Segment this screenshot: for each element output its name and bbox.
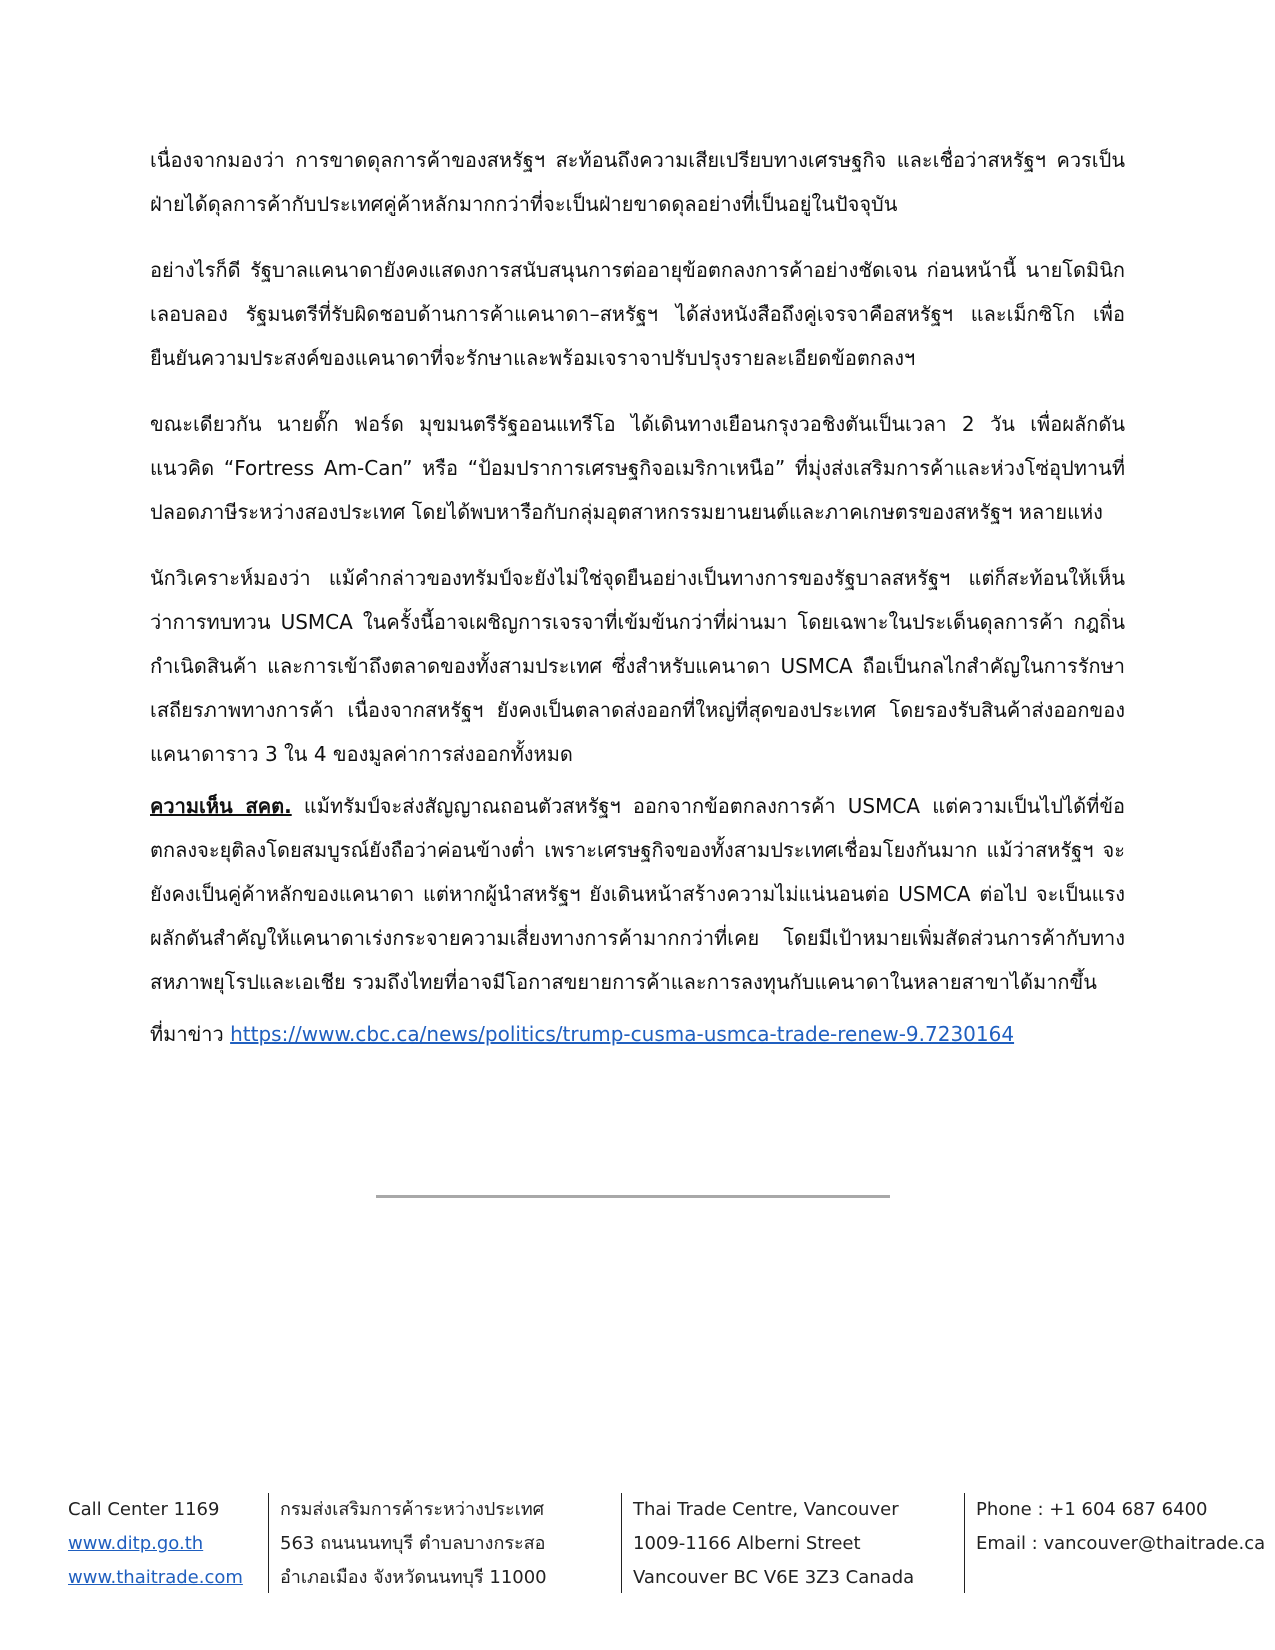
phone-text: Phone : +1 604 687 6400 <box>976 1499 1208 1520</box>
office-street: 1009-1166 Alberni Street <box>633 1533 861 1554</box>
ditp-website-link[interactable]: www.ditp.go.th <box>68 1533 204 1554</box>
call-center-text: Call Center 1169 <box>68 1499 220 1520</box>
source-label: ที่มาข่าว <box>150 1022 231 1046</box>
article-body <box>150 138 1125 1056</box>
section-divider <box>376 1195 890 1198</box>
ditp-address-line1: 563 ถนนนนทบุรี ตำบลบางกระสอ <box>280 1533 546 1554</box>
paragraph-canada-support: อย่างไรก็ดี รัฐบาลแคนาดายังคงแสดงการสนับสนุนการต่ออายุข้อตกลงการค้าอย่างชัดเจน ก่อนหน้านี้ นายโดมินิก เลอบลอง รัฐมนตรีที่รับผิดชอบด้านการค้าแคนาดา–สหรัฐฯ ได้ส่งหนังสือถึงคู่เจรจาคือสหรัฐฯ และเม็กซิโก เพื่อยืนยันความประสงค์ของแคนาดาที่จะรักษาและพร้อมเจราจาปรับปรุงรายละเอียดข้อตกลงฯ <box>150 258 1125 370</box>
paragraph-ford-visit: ขณะเดียวกัน นายดั๊ก ฟอร์ด มุขมนตรีรัฐออนแทรีโอ ได้เดินทางเยือนกรุงวอชิงตันเป็นเวลา 2 วัน เพื่อผลักดันแนวคิด “Fortress Am-Can” หรือ “ป้อมปราการเศรษฐกิจอเมริกาเหนือ” ที่มุ่งส่งเสริมการค้าและห่วงโซ่อุปทานที่ปลอดภาษีระหว่างสองประเทศ โดยได้พบหารือกับกลุ่มอุตสาหกรรมยานยนต์และภาคเกษตรของสหรัฐฯ หลายแห่ง <box>150 412 1125 524</box>
footer-contact-center <box>68 1493 268 1593</box>
email-text: Email : vancouver@thaitrade.ca <box>976 1533 1266 1554</box>
footer-phone-email <box>964 1493 1266 1593</box>
office-city: Vancouver BC V6E 3Z3 Canada <box>633 1567 915 1588</box>
office-name: Thai Trade Centre, Vancouver <box>633 1499 899 1520</box>
opinion-label: ความเห็น สคต. <box>150 794 292 818</box>
paragraph-trade-deficit: เนื่องจากมองว่า การขาดดุลการค้าของสหรัฐฯ สะท้อนถึงความเสียเปรียบทางเศรษฐกิจ และเชื่อว่าสหรัฐฯ ควรเป็นฝ่ายได้ดุลการค้ากับประเทศคู่ค้าหลักมากกว่าที่จะเป็นฝ่ายขาดดุลอย่างที่เป็นอยู่ในปัจจุบัน <box>150 148 1125 216</box>
footer-vancouver-address <box>621 1493 963 1593</box>
paragraph-analysts: นักวิเคราะห์มองว่า แม้คำกล่าวของทรัมป์จะยังไม่ใช่จุดยืนอย่างเป็นทางการของรัฐบาลสหรัฐฯ แต่ก็สะท้อนให้เห็นว่าการทบทวน USMCA ในครั้งนี้อาจเผชิญการเจรจาที่เข้มข้นกว่าที่ผ่านมา โดยเฉพาะในประเด็นดุลการค้า กฎถิ่นกำเนิดสินค้า และการเข้าถึงตลาดของทั้งสามประเทศ ซึ่งสำหรับแคนาดา USMCA ถือเป็นกลไกสำคัญในการรักษาเสถียรภาพทางการค้า เนื่องจากสหรัฐฯ ยังคงเป็นตลาดส่งออกที่ใหญ่ที่สุดของประเทศ โดยรองรับสินค้าส่งออกของแคนาดาราว 3 ใน 4 ของมูลค่าการส่งออกทั้งหมด <box>150 566 1125 766</box>
ditp-address-line2: อำเภอเมือง จังหวัดนนทบุรี 11000 <box>280 1567 547 1588</box>
footer-ditp-address <box>268 1493 620 1593</box>
page-footer <box>68 1493 1266 1605</box>
source-line <box>150 1012 1125 1056</box>
thaitrade-website-link[interactable]: www.thaitrade.com <box>68 1567 243 1588</box>
source-link[interactable]: https://www.cbc.ca/news/politics/trump-cusma-usmca-trade-renew-9.7230164 <box>230 1022 1015 1046</box>
opinion-text: แม้ทรัมป์จะส่งสัญญาณถอนตัวสหรัฐฯ ออกจากข้อตกลงการค้า USMCA แต่ความเป็นไปได้ที่ข้อตกลงจะยุติลงโดยสมบูรณ์ยังถือว่าค่อนข้างต่ำ เพราะเศรษฐกิจของทั้งสามประเทศเชื่อมโยงกันมาก แม้ว่าสหรัฐฯ จะยังคงเป็นคู่ค้าหลักของแคนาดา แต่หากผู้นำสหรัฐฯ ยังเดินหน้าสร้างความไม่แน่นอนต่อ USMCA ต่อไป จะเป็นแรงผลักดันสำคัญให้แคนาดาเร่งกระจายความเสี่ยงทางการค้ามากกว่าที่เคย โดยมีเป้าหมายเพิ่มสัดส่วนการค้ากับทางสหภาพยุโรปและเอเชีย รวมถึงไทยที่อาจมีโอกาสขยายการค้าและการลงทุนกับแคนาดาในหลายสาขาได้มากขึ้น <box>150 794 1125 994</box>
ditp-name: กรมส่งเสริมการค้าระหว่างประเทศ <box>280 1499 545 1520</box>
paragraph-opinion <box>150 784 1125 1004</box>
